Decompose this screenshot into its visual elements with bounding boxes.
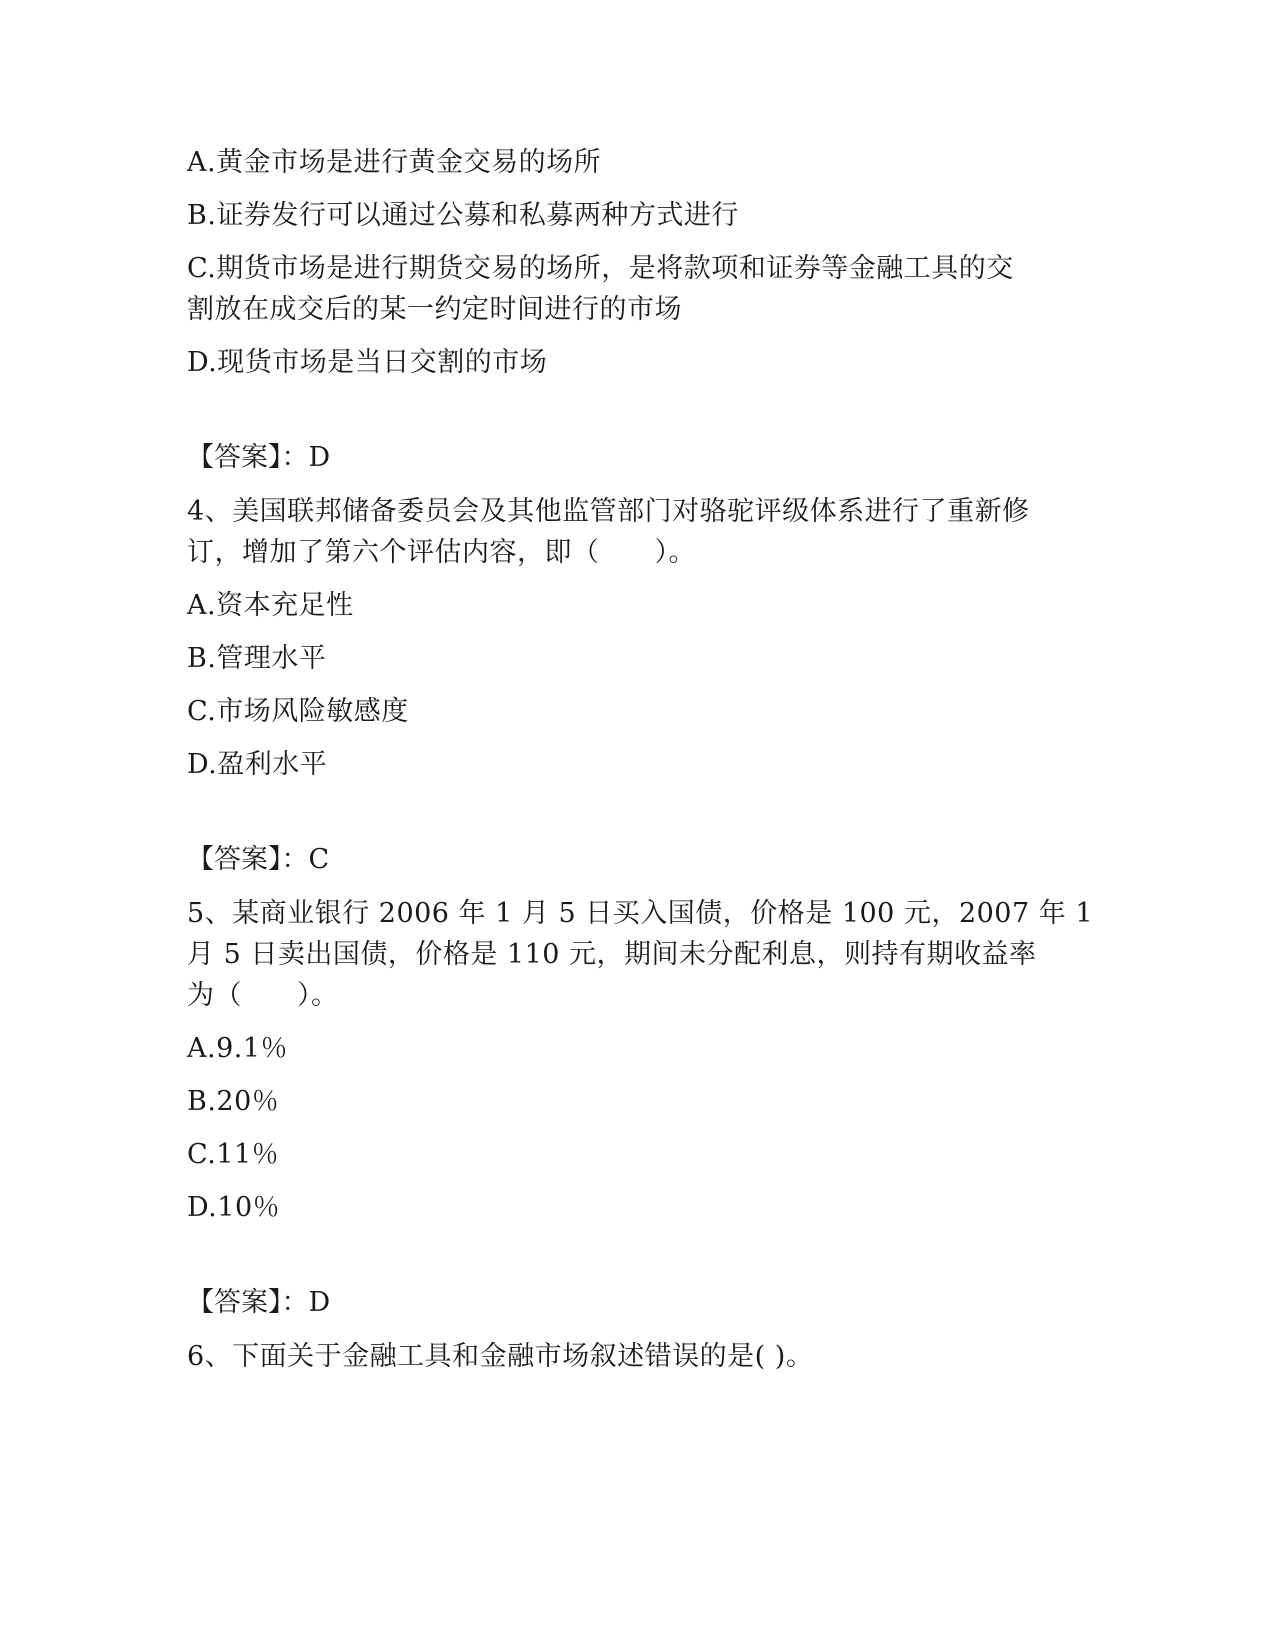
q4-option-d: D.盈利水平 xyxy=(187,749,328,780)
q4-stem-line2: 订，增加了第六个评估内容，即（ ）。 xyxy=(187,537,696,568)
q4-option-c: C.市场风险敏感度 xyxy=(187,696,409,727)
q5-stem-line2: 月 5 日卖出国债，价格是 110 元，期间未分配利息，则持有期收益率 xyxy=(187,939,1037,970)
q5-answer: 【答案】：D xyxy=(187,1287,331,1318)
q5-option-a: A.9.1％ xyxy=(187,1033,289,1064)
q5-option-d: D.10％ xyxy=(187,1192,281,1223)
q3-option-d: D.现货市场是当日交割的市场 xyxy=(187,347,548,378)
q3-option-b: B.证券发行可以通过公募和私募两种方式进行 xyxy=(187,200,739,231)
q5-option-b: B.20％ xyxy=(187,1086,280,1117)
q4-stem-line1: 4、美国联邦储备委员会及其他监管部门对骆驼评级体系进行了重新修 xyxy=(187,496,1030,527)
q4-option-b: B.管理水平 xyxy=(187,643,327,674)
q5-stem-line3: 为（ ）。 xyxy=(187,980,339,1011)
q6-stem: 6、下面关于金融工具和金融市场叙述错误的是( )。 xyxy=(187,1341,814,1372)
q4-answer: 【答案】：C xyxy=(187,844,330,875)
q4-option-a: A.资本充足性 xyxy=(187,590,354,621)
q3-option-c-line2: 割放在成交后的某一约定时间进行的市场 xyxy=(187,294,682,325)
q5-option-c: C.11％ xyxy=(187,1139,280,1170)
q5-stem-line1: 5、某商业银行 2006 年 1 月 5 日买入国债，价格是 100 元，2007 年 1 xyxy=(187,898,1093,929)
q3-answer: 【答案】：D xyxy=(187,442,331,473)
q3-option-c-line1: C.期货市场是进行期货交易的场所，是将款项和证券等金融工具的交 xyxy=(187,253,1014,284)
q3-option-a: A.黄金市场是进行黄金交易的场所 xyxy=(187,147,602,178)
